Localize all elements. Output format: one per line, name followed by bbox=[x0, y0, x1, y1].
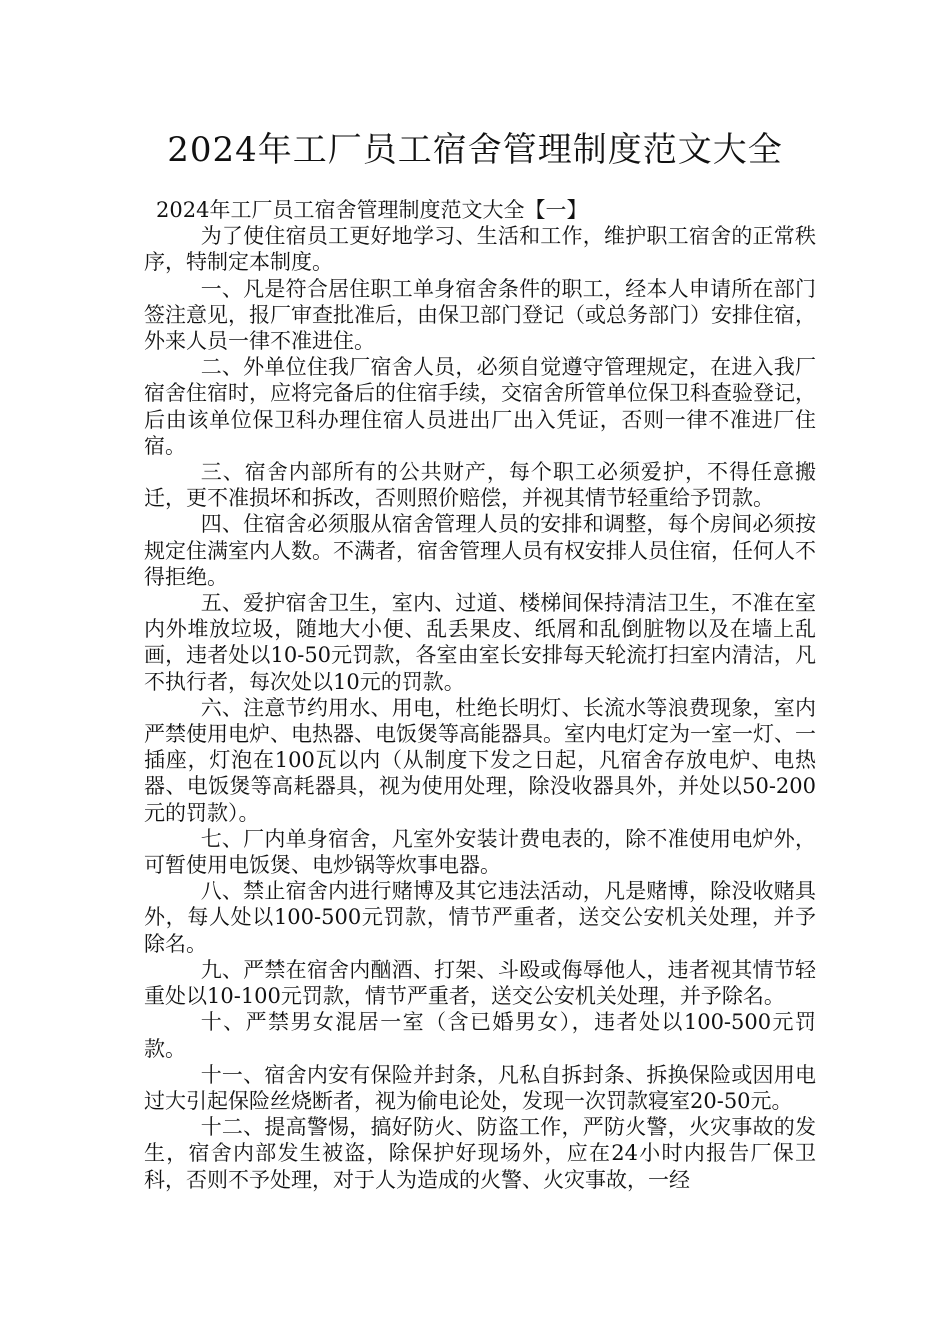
rule-6-paragraph: 六、注意节约用水、用电，杜绝长明灯、长流水等浪费现象，室内严禁使用电炉、电热器、电饭煲等高能器具。室内电灯定为一室一灯、一插座，灯泡在100瓦以内（从制度下发之日起，凡宿舍存放电炉、电热器、电饭煲等高耗器具，视为使用处理，除没收器具外，并处以50-200元的罚款）。 bbox=[144, 695, 816, 825]
rule-4-paragraph: 四、住宿舍必须服从宿舍管理人员的安排和调整，每个房间必须按规定住满室内人数。不满者，宿舍管理人员有权安排人员住宿，任何人不得拒绝。 bbox=[144, 512, 816, 589]
rule-9-paragraph: 九、严禁在宿舍内酗酒、打架、斗殴或侮辱他人，违者视其情节轻重处以10-100元罚款，情节严重者，送交公安机关处理，并予除名。 bbox=[144, 957, 816, 1009]
rule-1-paragraph: 一、凡是符合居住职工单身宿舍条件的职工，经本人申请所在部门签注意见，报厂审查批准后，由保卫部门登记（或总务部门）安排住宿，外来人员一律不准进住。 bbox=[144, 276, 816, 354]
rule-8-paragraph: 八、禁止宿舍内进行赌博及其它违法活动，凡是赌博，除没收赌具外，每人处以100-500元罚款，情节严重者，送交公安机关处理，并予除名。 bbox=[144, 879, 816, 956]
section-heading: 2024年工厂员工宿舍管理制度范文大全【一】 bbox=[156, 198, 588, 222]
rule-10-paragraph: 十、严禁男女混居一室（含已婚男女），违者处以100-500元罚款。 bbox=[144, 1010, 816, 1061]
intro-paragraph: 为了使住宿员工更好地学习、生活和工作，维护职工宿舍的正常秩序，特制定本制度。 bbox=[144, 224, 816, 275]
rule-7-paragraph: 七、厂内单身宿舍，凡室外安装计费电表的，除不准使用电炉外，可暂使用电饭煲、电炒锅等炊事电器。 bbox=[144, 826, 816, 878]
rule-11-paragraph: 十一、宿舍内安有保险并封条，凡私自拆封条、拆换保险或因用电过大引起保险丝烧断者，视为偷电论处，发现一次罚款寝室20-50元。 bbox=[144, 1062, 816, 1113]
document-title: 2024年工厂员工宿舍管理制度范文大全 bbox=[167, 130, 783, 170]
rule-3-paragraph: 三、宿舍内部所有的公共财产，每个职工必须爱护，不得任意搬迁，更不准损坏和拆改，否则照价赔偿，并视其情节轻重给予罚款。 bbox=[144, 460, 816, 511]
document-body bbox=[144, 197, 816, 1193]
rule-12-paragraph: 十二、提高警惕，搞好防火、防盗工作，严防火警，火灾事故的发生，宿舍内部发生被盗，除保护好现场外，应在24小时内报告厂保卫科，否则不予处理，对于人为造成的火警、火灾事故，一经 bbox=[144, 1115, 816, 1192]
rule-5-paragraph: 五、爱护宿舍卫生，室内、过道、楼梯间保持清洁卫生，不准在室内外堆放垃圾，随地大小便、乱丢果皮、纸屑和乱倒脏物以及在墙上乱画，违者处以10-50元罚款，各室由室长安排每天轮流打扫室内清洁，凡不执行者，每次处以10元的罚款。 bbox=[144, 591, 816, 694]
rule-2-paragraph: 二、外单位住我厂宿舍人员，必须自觉遵守管理规定，在进入我厂宿舍住宿时，应将完备后的住宿手续，交宿舍所管单位保卫科查验登记，后由该单位保卫科办理住宿人员进出厂出入凭证，否则一律不准进厂住宿。 bbox=[144, 355, 816, 458]
